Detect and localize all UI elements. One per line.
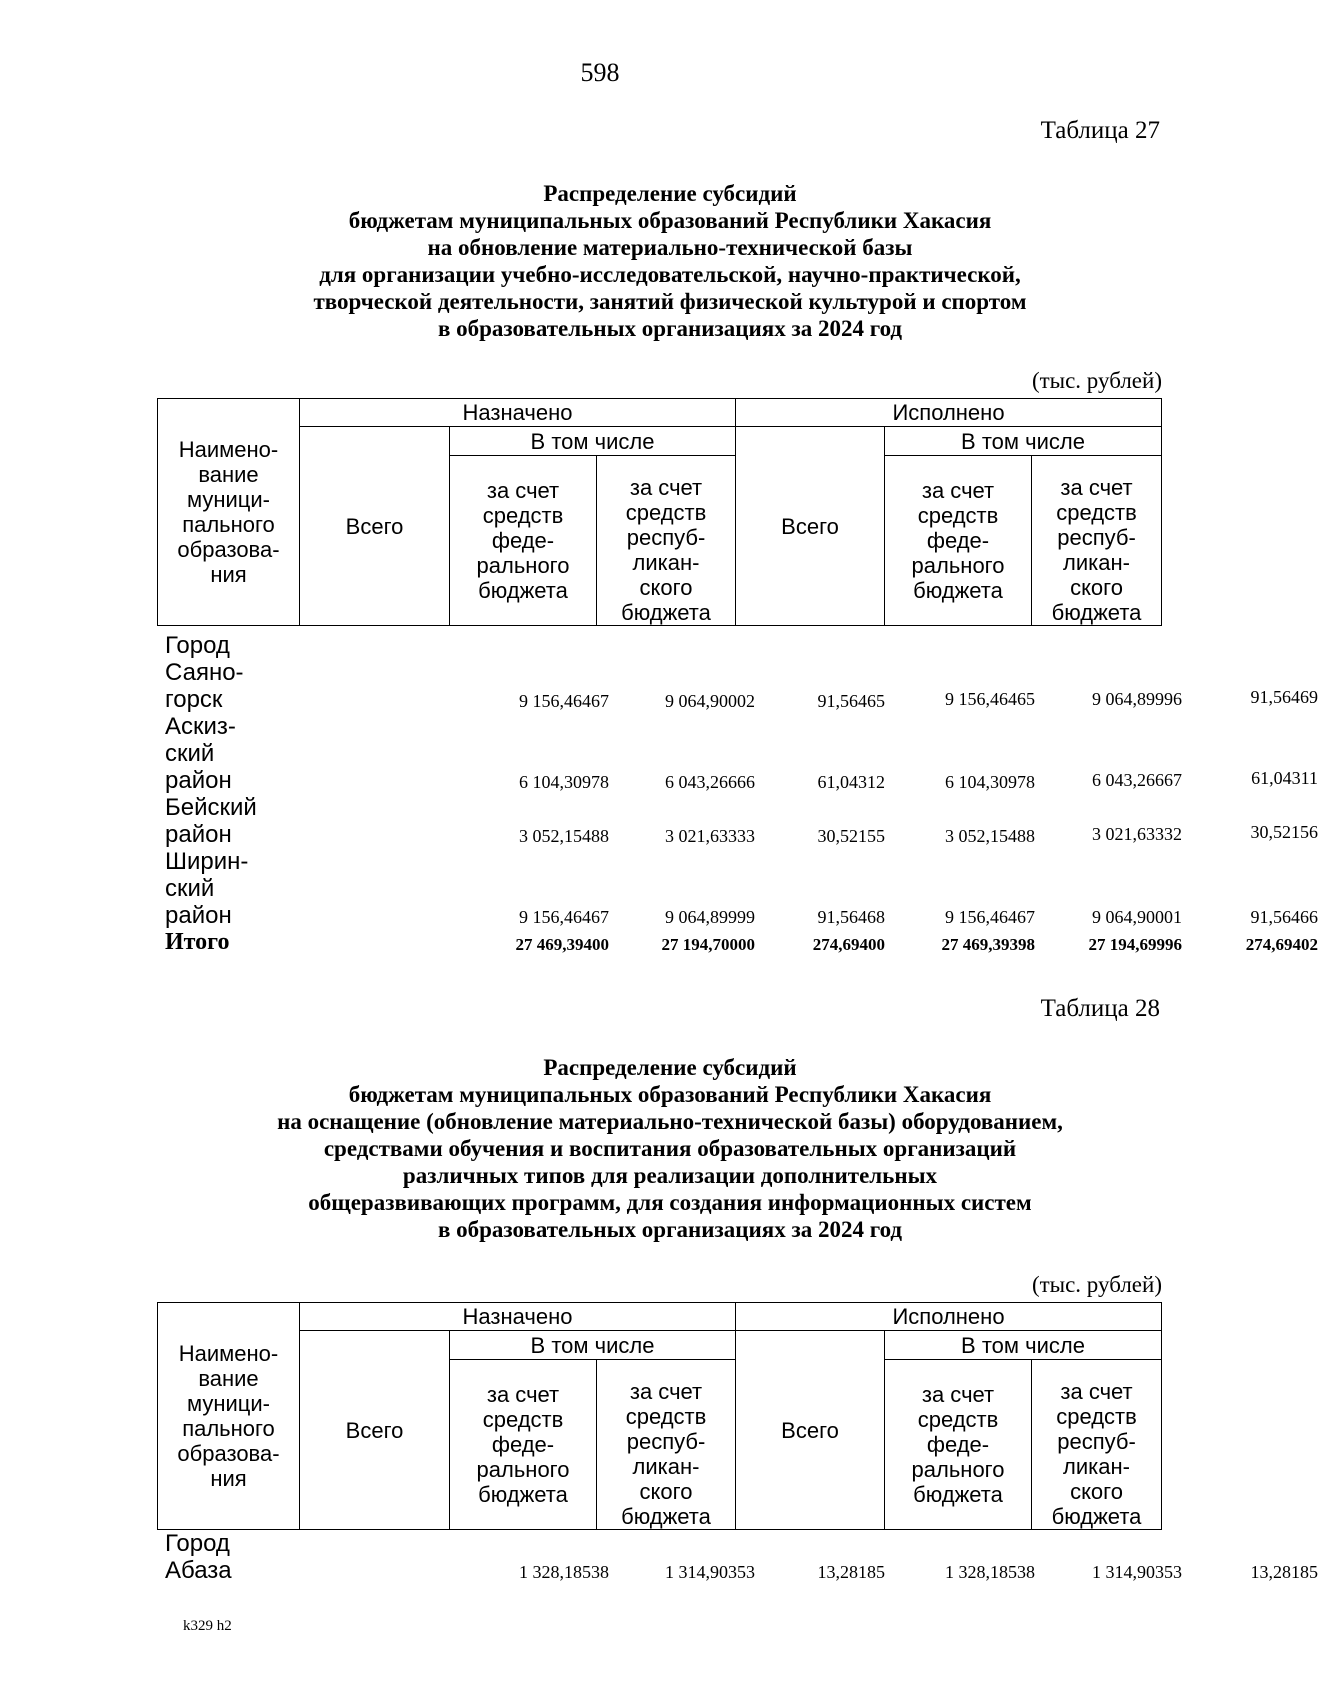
table-row: Аскиз- ский район 6 104,30978 6 043,26666 61,04312 6 104,30978 6 043,26667 61,04311 (165, 713, 1318, 794)
header-republic-executed: за счет средств респуб- ликан- ского бюджета (1032, 1360, 1162, 1530)
header-including-executed: В том числе (885, 427, 1162, 456)
header-including-executed: В том числе (885, 1331, 1162, 1360)
header-republic-assigned: за счет средств респуб- ликан- ского бюджета (597, 456, 736, 626)
header-federal-assigned: за счет средств феде- рального бюджета (450, 456, 597, 626)
table-row: Бейский район 3 052,15488 3 021,63333 30,52155 3 052,15488 3 021,63332 30,52156 (165, 794, 1318, 848)
total-row: Итого 27 469,39400 27 194,70000 274,69400 27 469,39398 27 194,69996 274,69402 (165, 929, 1318, 955)
table-27-header (157, 398, 1162, 626)
header-name-cell: Наимено- вание муници- пального образова- ния (158, 1303, 300, 1530)
table-28-title: Распределение субсидий бюджетам муниципальных образований Республики Хакасия на оснащение (обновление материально-технической базы) оборудованием, средствами обучения и воспитания образовательных организаций различных типов для реализации дополнительных общеразвивающих программ, для создания информационных систем в образовательных организациях за 2024 год (277, 1055, 1063, 1242)
header-federal-assigned: за счет средств феде- рального бюджета (450, 1360, 597, 1530)
page-number: 598 (580, 58, 620, 87)
table-27-title: Распределение субсидий бюджетам муниципальных образований Республики Хакасия на обновление материально-технической базы для организации учебно-исследовательской, научно-практической, творческой деятельности, занятий физической культурой и спортом в образовательных организациях за 2024 год (313, 181, 1027, 341)
header-total-executed: Всего (736, 427, 885, 626)
header-republic-executed: за счет средств респуб- ликан- ского бюджета (1032, 456, 1162, 626)
header-name-cell: Наимено- вание муници- пального образова- ния (158, 399, 300, 626)
header-assigned: Назначено (300, 399, 736, 427)
header-total-executed: Всего (736, 1331, 885, 1530)
header-total-assigned: Всего (300, 427, 450, 626)
table-row: Город Саяно- горск 9 156,46467 9 064,90002 91,56465 9 156,46465 9 064,89996 91,56469 (165, 632, 1318, 713)
header-executed: Исполнено (736, 1303, 1162, 1331)
table-27-body (165, 632, 1318, 956)
header-federal-executed: за счет средств феде- рального бюджета (885, 456, 1032, 626)
header-including-assigned: В том числе (450, 427, 736, 456)
table-28-body (165, 1530, 1318, 1584)
units-label-28: (тыс. рублей) (1031, 1272, 1162, 1297)
header-total-assigned: Всего (300, 1331, 450, 1530)
table-row: Ширин- ский район 9 156,46467 9 064,89999 91,56468 9 156,46467 9 064,90001 91,56466 (165, 848, 1318, 929)
header-including-assigned: В том числе (450, 1331, 736, 1360)
header-executed: Исполнено (736, 399, 1162, 427)
units-label-27: (тыс. рублей) (1031, 368, 1162, 393)
table-28-header (157, 1302, 1162, 1530)
table-27-label: Таблица 27 (1040, 117, 1160, 144)
table-28-label: Таблица 28 (1040, 995, 1160, 1022)
footer-code: k329 h2 (183, 1618, 232, 1634)
header-republic-assigned: за счет средств респуб- ликан- ского бюджета (597, 1360, 736, 1530)
header-federal-executed: за счет средств феде- рального бюджета (885, 1360, 1032, 1530)
header-assigned: Назначено (300, 1303, 736, 1331)
table-row: Город Абаза 1 328,18538 1 314,90353 13,28185 1 328,18538 1 314,90353 13,28185 (165, 1530, 1318, 1584)
